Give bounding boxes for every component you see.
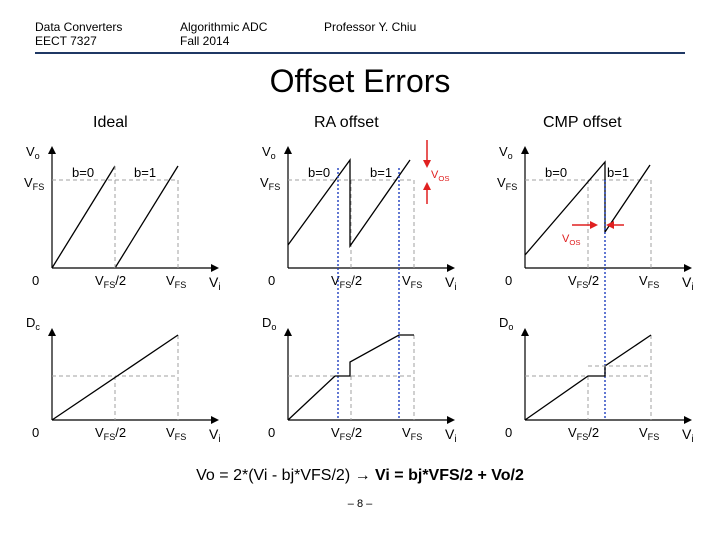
vo-axis-arrow-cmp	[521, 146, 529, 154]
vi-label-ideal-top: $V_i$	[209, 274, 221, 293]
vi-label-ra-bot: $V_i$	[445, 426, 457, 445]
formula-rhs: Vi = bj*VFS/2 + Vo/2	[375, 467, 524, 484]
half-label-cmp-bot: $V_{FS}/2$	[568, 425, 600, 442]
vo-label-ra: $V_o$	[262, 144, 276, 161]
residue-seg1-ideal	[52, 166, 115, 268]
vfs-x-label-ra-top: $V_{FS}$	[402, 273, 423, 290]
vi-label-cmp-top: $V_i$	[682, 274, 694, 293]
vfs-x-label-ideal-top: $V_{FS}$	[166, 273, 187, 290]
half-label-ideal-top: $V_{FS}/2$	[95, 273, 127, 290]
topic-term: Fall 2014	[180, 34, 230, 48]
b0-label-ra: b=0	[308, 165, 331, 180]
half-label-ideal-bot: $V_{FS}/2$	[95, 425, 127, 442]
zero-label-cmp-top: 0	[505, 273, 513, 288]
vos-arrow-right	[590, 221, 598, 229]
vos-label-cmp: $V_{OS}$	[562, 233, 581, 247]
vfs-x-label-ra-bot: $V_{FS}$	[402, 425, 423, 442]
course-code: EECT 7327	[35, 34, 97, 48]
vfs-x-label-ideal-bot: $V_{FS}$	[166, 425, 187, 442]
vfs-label-ra-top: $V_{FS}$	[260, 175, 281, 192]
formula	[0, 466, 720, 486]
vi-axis-arrow-ra-top	[447, 264, 455, 272]
do-label-ideal: $D_c$	[26, 315, 40, 332]
half-label-cmp-top: $V_{FS}/2$	[568, 273, 600, 290]
vi-label-ideal-bot: $V_i$	[209, 426, 221, 445]
do-axis-arrow-cmp	[521, 328, 529, 336]
do-axis-arrow-ra	[284, 328, 292, 336]
b1-label-cmp: b=1	[607, 165, 630, 180]
slide-title: Offset Errors	[269, 63, 451, 99]
zero-label-ra-top: 0	[268, 273, 276, 288]
column-title-ra-offset: RA offset	[314, 114, 379, 131]
vos-arrow-down	[423, 160, 431, 168]
column-title-ideal: Ideal	[93, 114, 128, 131]
b0-label-cmp: b=0	[545, 165, 568, 180]
b0-label-ideal: b=0	[72, 165, 95, 180]
vi-label-ra-top: $V_i$	[445, 274, 457, 293]
page-number: – 8 –	[347, 498, 373, 510]
vos-arrow-up	[423, 182, 431, 190]
zero-label-cmp-bot: 0	[505, 425, 513, 440]
topic-name: Algorithmic ADC	[180, 20, 268, 34]
vo-label-ideal: $V_o$	[26, 144, 40, 161]
vi-axis-arrow-ideal-bot	[211, 416, 219, 424]
vi-axis-arrow-ideal-top	[211, 264, 219, 272]
zero-label-ideal-top: 0	[32, 273, 40, 288]
column-title-cmp-offset: CMP offset	[543, 114, 622, 131]
b1-label-ideal: b=1	[134, 165, 157, 180]
vos-label-ra: $V_{OS}$	[431, 169, 450, 183]
vfs-label-cmp-top: $V_{FS}$	[497, 175, 518, 192]
vfs-x-label-cmp-bot: $V_{FS}$	[639, 425, 660, 442]
do-axis-arrow-ideal	[48, 328, 56, 336]
vi-axis-arrow-ra-bot	[447, 416, 455, 424]
vi-axis-arrow-cmp-top	[684, 264, 692, 272]
formula-lhs: Vo = 2*(Vi - bj*VFS/2) →	[196, 467, 376, 484]
do-label-cmp: $D_o$	[499, 315, 514, 332]
half-label-ra-bot: $V_{FS}/2$	[331, 425, 363, 442]
zero-label-ra-bot: 0	[268, 425, 276, 440]
vo-label-cmp: $V_o$	[499, 144, 513, 161]
vo-axis-arrow-ideal	[48, 146, 56, 154]
course-name: Data Converters	[35, 20, 123, 34]
vi-axis-arrow-cmp-bot	[684, 416, 692, 424]
do-label-ra: $D_o$	[262, 315, 277, 332]
vo-axis-arrow-ra	[284, 146, 292, 154]
b1-label-ra: b=1	[370, 165, 393, 180]
vi-label-cmp-bot: $V_i$	[682, 426, 694, 445]
residue-seg2-ideal	[115, 166, 178, 268]
half-label-ra-top: $V_{FS}/2$	[331, 273, 363, 290]
vfs-x-label-cmp-top: $V_{FS}$	[639, 273, 660, 290]
instructor-name: Professor Y. Chiu	[324, 20, 417, 34]
zero-label-ideal-bot: 0	[32, 425, 40, 440]
vfs-label-ideal-top: $V_{FS}$	[24, 175, 45, 192]
